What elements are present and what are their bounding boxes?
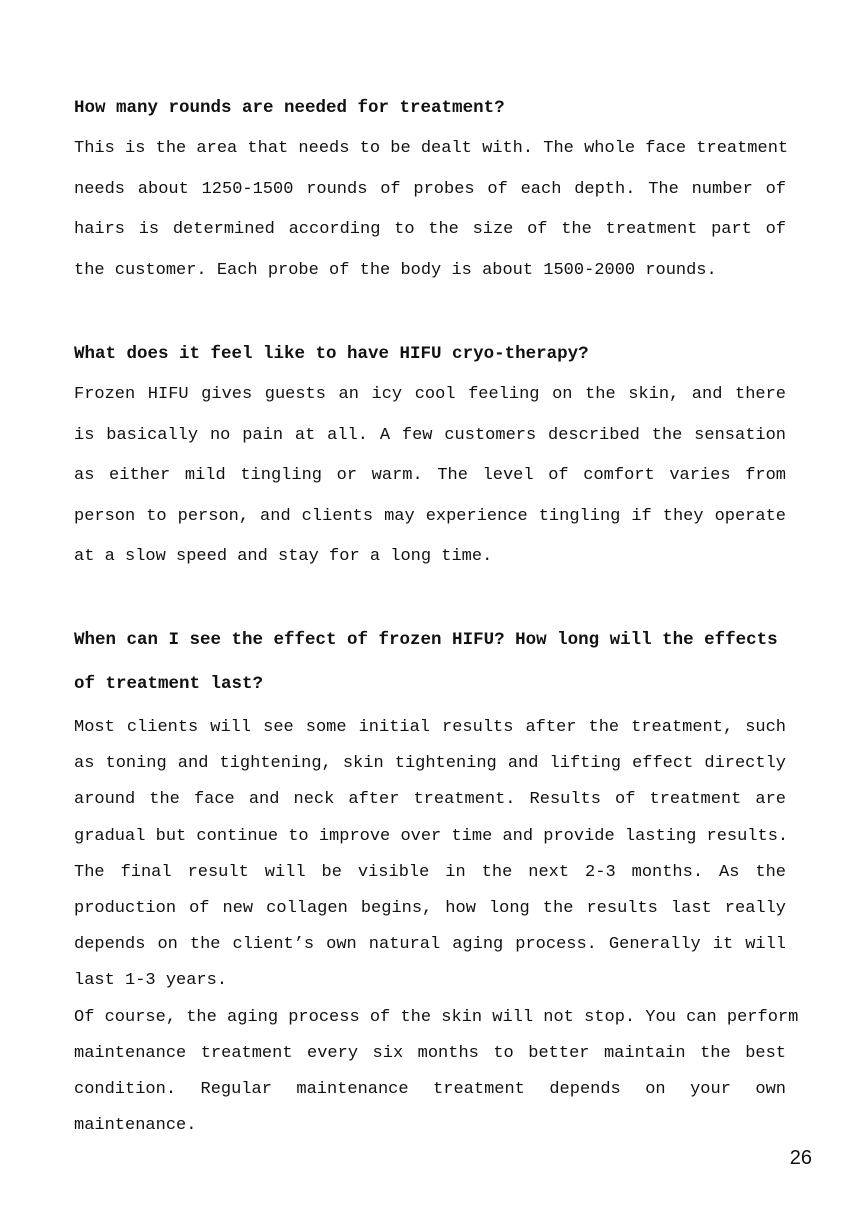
paragraph-line: is basically no pain at all. A few customers described the sensation: [74, 425, 786, 445]
paragraph-line: at a slow speed and stay for a long time.: [74, 547, 493, 566]
paragraph-line: depends on the client’s own natural aging process. Generally it will: [74, 935, 786, 955]
paragraph-line: gradual but continue to improve over time and provide lasting results.: [74, 826, 789, 846]
section-heading: How many rounds are needed for treatment?: [74, 98, 505, 118]
paragraph-line: Frozen HIFU gives guests an icy cool feeling on the skin, and there: [74, 385, 786, 404]
paragraph-line: maintenance.: [74, 1116, 197, 1136]
section-heading: of treatment last?: [74, 674, 264, 694]
section-feeling: [74, 341, 786, 585]
section-heading: What does it feel like to have HIFU cryo-therapy?: [74, 344, 589, 364]
paragraph-line: as toning and tightening, skin tightening and lifting effect directly: [74, 754, 786, 774]
paragraph-line: person to person, and clients may experience tingling if they operate: [74, 506, 786, 526]
paragraph-line: Of course, the aging process of the skin will not stop. You can perform: [74, 1007, 799, 1027]
section-heading: When can I see the effect of frozen HIFU? How long will the effects: [74, 630, 778, 650]
page-number: 26: [789, 1147, 812, 1169]
section-effects: [74, 627, 799, 1149]
paragraph-line: maintenance treatment every six months to better maintain the best: [74, 1043, 786, 1063]
paragraph-line: around the face and neck after treatment. Results of treatment are: [74, 790, 786, 810]
paragraph-line: The final result will be visible in the next 2-3 months. As the: [74, 862, 786, 882]
paragraph-line: hairs is determined according to the size of the treatment part of: [74, 220, 786, 239]
section-treatment-rounds: [74, 95, 789, 298]
paragraph-line: Most clients will see some initial results after the treatment, such: [74, 718, 786, 737]
paragraph-line: production of new collagen begins, how long the results last really: [74, 898, 786, 918]
paragraph-line: This is the area that needs to be dealt with. The whole face treatment: [74, 139, 789, 158]
paragraph-line: the customer. Each probe of the body is about 1500-2000 rounds.: [74, 260, 717, 280]
paragraph-line: last 1-3 years.: [74, 971, 228, 991]
paragraph-line: as either mild tingling or warm. The level of comfort varies from: [74, 466, 786, 485]
paragraph-line: needs about 1250-1500 rounds of probes of each depth. The number of: [74, 179, 786, 199]
paragraph-line: condition. Regular maintenance treatment depends on your own: [74, 1079, 786, 1099]
